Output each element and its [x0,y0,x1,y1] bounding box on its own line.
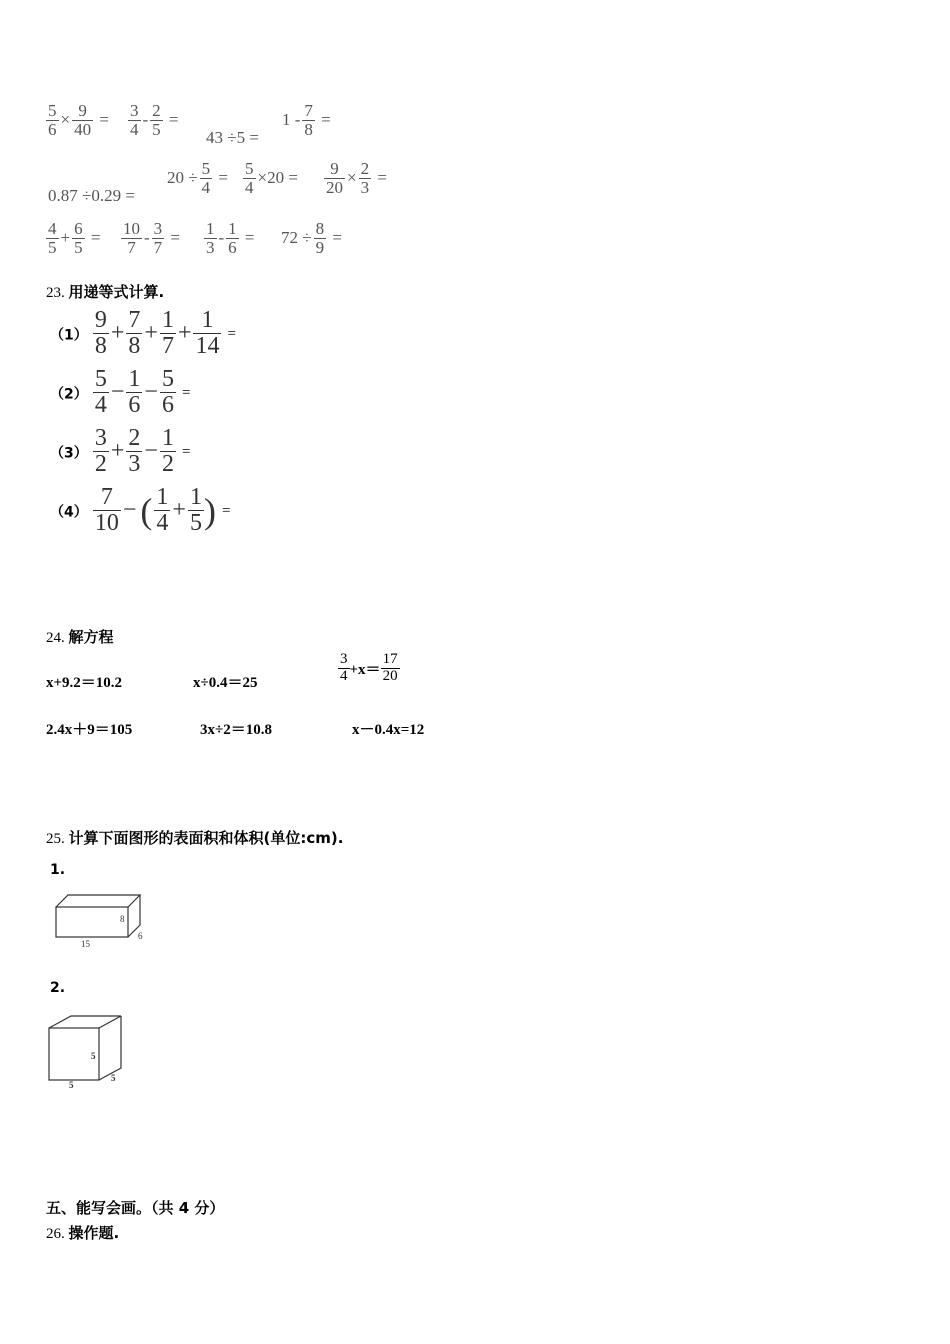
question-23-title: 23. 用递等式计算. [46,283,165,301]
oral-row-2-expr-4: $\frac{9}{20}$ × $\frac{2}{3}$ = [326,159,387,197]
cube-figure [44,1012,134,1092]
oral-row-3-expr-3: $\frac{1}{3}$ - $\frac{1}{6}$ = [206,219,255,257]
equation-2: x÷0.4＝25 [193,675,258,691]
q23-item-3: （3） $\frac{3}{2}$ + $\frac{2}{3}$ − $\frac{1}{2}$ = [50,425,191,478]
oral-row-3-expr-2: $\frac{10}{7}$ - $\frac{3}{7}$ = [123,219,181,257]
cuboid-figure [50,890,150,952]
oral-row-2-expr-1: 0.87 ÷0.29 = [48,186,135,205]
oral-row-1: $\frac{5}{6}$ × $\frac{9}{40}$ = [48,101,109,139]
section-5-title: 五、能写会画。（共 4 分） [46,1199,225,1217]
fraction: $\frac{5}{6}$ [48,101,57,139]
equation-4: 2.4x＋9＝105 [46,722,133,738]
cuboid-height-label: 8 [120,914,125,924]
figure-1-label: 1. [50,862,66,878]
equation-6: x－0.4x=12 [352,722,425,738]
question-26-title: 26. 操作题. [46,1224,120,1242]
q23-item-2: （2） $\frac{5}{4}$ − $\frac{1}{6}$ − $\frac{5}{6}$ = [50,366,191,419]
cuboid-length-label: 15 [81,939,90,949]
oral-row-3-expr-4: 72 ÷ $\frac{8}{9}$ = [281,219,342,257]
question-25-title: 25. 计算下面图形的表面积和体积(单位:cm). [46,829,344,847]
equation-1: x+9.2＝10.2 [46,675,123,691]
fraction: $\frac{9}{40}$ [74,101,92,139]
oral-row-2-expr-3: $\frac{5}{4}$ ×20 = [245,159,298,197]
cuboid-width-label: 6 [138,931,143,941]
q23-item-1: （1） $\frac{9}{8}$ + $\frac{7}{8}$ + $\frac{1}{7}$ + $\frac{1}{14}$ = [50,307,236,360]
oral-row-1-expr-4: 1 - $\frac{7}{8}$ = [282,101,331,139]
cuboid-front-face [56,907,128,937]
oral-row-1-expr-2: $\frac{3}{4}$ - $\frac{2}{5}$ = [130,101,179,139]
cube-top-face [49,1016,121,1028]
q23-item-4: （4） $\frac{7}{10}$ − ( $\frac{1}{4}$ + $\frac{1}{5}$ ) = [50,484,231,537]
oral-row-3-expr-1: $\frac{4}{5}$ + $\frac{6}{5}$ = [48,219,101,257]
cube-side-edge-label: 5 [111,1073,116,1083]
oral-row-2-expr-2: 20 ÷ $\frac{5}{4}$ = [167,159,228,197]
cuboid-top-face [56,895,140,907]
cube-front-edge-label: 5 [69,1080,74,1090]
oral-row-1-expr-3: 43 ÷5 = [206,128,259,147]
equation-5: 3x÷2＝10.8 [200,722,272,738]
cube-height-label: 5 [91,1051,96,1061]
figure-2-label: 2. [50,980,66,996]
equation-3: $\frac{3}{4}$ +x＝ $\frac{17}{20}$ [340,651,398,684]
question-24-title: 24. 解方程 [46,628,114,646]
